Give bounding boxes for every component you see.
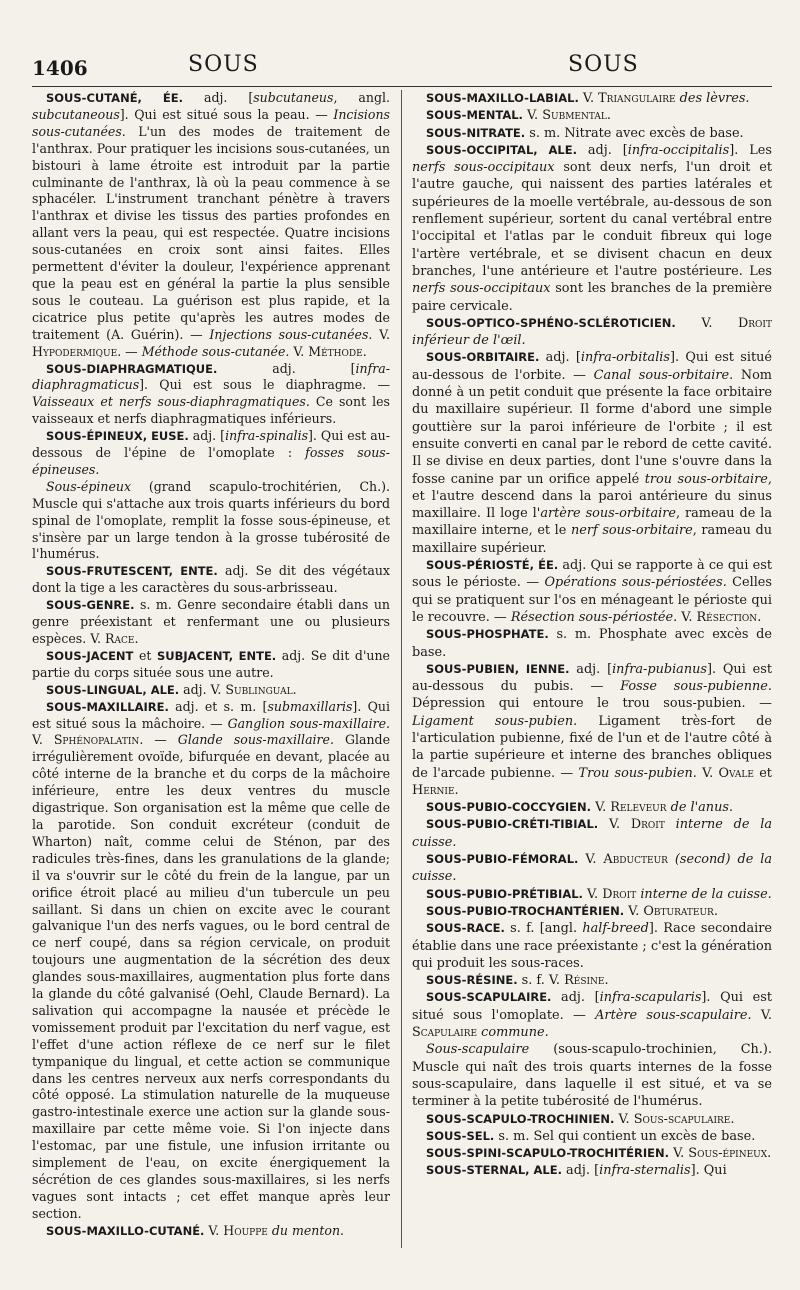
italic-text: Injections sous-cutanées.: [209, 326, 373, 342]
headword: SOUS-SEL.: [426, 1128, 495, 1143]
headword: SOUS-OPTICO-SPHÉNO-SCLÉROTICIEN.: [426, 315, 676, 330]
entry-text: , et l'autre descend dans la paroi antérieure du sinus maxillaire. Il loge l': [412, 471, 772, 522]
entry-text: .: [606, 108, 611, 124]
headword: SOUS-PÉRIOSTÉ, ÉE.: [426, 558, 559, 573]
dictionary-entry: [412, 972, 772, 989]
entry-text: , rameau de la maxillaire interne, et le: [412, 506, 772, 539]
cross-reference: Ovale: [718, 765, 754, 781]
cross-reference: Releveur: [610, 800, 667, 816]
entry-text: ]. Qui: [690, 1163, 727, 1179]
headword: SOUS-PUBIO-FÉMORAL.: [426, 852, 579, 867]
entry-text: Ligament très-fort de l'articulation pubienne, fixé de l'un et de l'autre côté à la partie supérieure et interne des branches obliques de l'arcade pubienne. —: [412, 713, 772, 781]
dictionary-entry: [412, 799, 772, 816]
entry-text: V.: [696, 765, 719, 781]
entry-text: V.: [32, 732, 54, 748]
headword: SOUS-JACENT: [46, 648, 134, 663]
headword: SOUS-NITRATE.: [426, 125, 526, 140]
dictionary-entry: [412, 626, 772, 661]
entry-text: .: [604, 973, 609, 989]
entry-text: adj. [: [576, 142, 628, 158]
dictionary-entry: [412, 1145, 772, 1162]
italic-text: Canal sous-orbitaire.: [593, 367, 734, 383]
cross-reference: Sublingual: [225, 681, 293, 697]
entry-text: V.: [289, 343, 309, 359]
entry-text: s. m. Nitrate avec excès de base.: [525, 125, 744, 141]
italic-text: interne de la cuisse.: [640, 886, 772, 902]
dictionary-entry: [412, 920, 772, 972]
entry-text: sont les branches de la première paire cervicale.: [412, 281, 772, 314]
italic-text: subcutaneus: [253, 90, 334, 105]
italic-text: Sous-scapulaire: [426, 1042, 530, 1058]
italic-text: half-breed: [582, 921, 649, 937]
cross-reference: Abducteur: [603, 852, 668, 868]
entry-text: (sous-scapulo-trochinien, Ch.). Muscle qui naît des trois quarts internes de la fosse sous-scapulaire, dans laquelle il est situé, et va se terminer à la petite tubérosité de l'humérus.: [412, 1042, 772, 1110]
entry-text: V.: [204, 1222, 224, 1238]
right-column: [412, 90, 772, 1248]
entry-text: adj. [: [217, 360, 356, 376]
entry-text: Ce sont les vaisseaux et nerfs diaphragmatiques inférieurs.: [32, 394, 390, 427]
headword: SOUS-SCAPULAIRE.: [426, 990, 552, 1005]
italic-text: subcutaneous: [32, 106, 120, 122]
italic-text: nerfs sous-occipitaux: [412, 281, 551, 297]
entry-text: Nom donné à un petit conduit que présente la face orbitaire du maxillaire supérieur. Il forme d'abord une simple gouttière sur la paroi inférieure de l'orbite ; il est ensuite converti en canal par le rebord de cette cavité. Il se divise en deux parties, dont l'une s'ouvre dans la fosse canine par un orifice appelé: [412, 367, 772, 487]
entry-text: .: [730, 1111, 735, 1127]
cross-reference: Hernie: [412, 782, 455, 798]
italic-text: infra-scapularis: [599, 990, 702, 1006]
headword: SOUS-MENTAL.: [426, 108, 523, 123]
cross-reference: Hypodermique: [32, 343, 118, 359]
entry-text: L'un des modes de traitement de l'anthrax. Pour pratiquer les incisions sous-cutanées, un bistouri à lame étroite est introduit par la partie culminante de l'anthrax, là où la peau commence à se sphacéler. L'instrument tranchant pénètre à travers l'anthrax et divise les tissus des parties profondes en allant vers la peau, qui est respectée. Quatre incisions sous-cutanées en croix sont ainsi faites. Elles permettent d'éviter la douleur, l'expérience apprenant que la peau est en général la partie la plus sensible sous le couteau. La guérison est plus rapide, et la cicatrice plus petite qu'après les autres modes de traitement (A. Guérin). —: [32, 123, 390, 342]
italic-text: interne de la cuisse.: [412, 817, 772, 850]
headword: SOUS-MAXILLAIRE.: [46, 699, 169, 714]
cross-reference: Sous-scapulaire: [633, 1111, 731, 1127]
header-rule: [32, 86, 772, 87]
headword: SOUS-RÉSINE.: [426, 973, 518, 988]
column-separator: [401, 90, 402, 1248]
dictionary-entry: [412, 816, 772, 851]
dictionary-entry: [32, 682, 390, 699]
headword: SOUS-FRUTESCENT, ENTE.: [46, 564, 218, 579]
headword: SOUS-PUBIO-TROCHANTÉRIEN.: [426, 903, 625, 918]
headword: SOUS-ÉPINEUX, EUSE.: [46, 429, 189, 444]
dictionary-entry: [32, 428, 390, 479]
entry-text: .: [713, 903, 718, 919]
cross-reference: Méthode: [308, 343, 363, 359]
entry-text: Glande irrégulièrement ovoïde, bifurquée en devant, placée au côté interne de la branche et du corps de la mâchoire inférieure, entre les deux ventres du muscle digastrique. Son organisation est la même que celle de la parotide. Son conduit excréteur (conduit de Wharton) naît, comme celui de Sténon, par des radicules très-fines, dans les granulations de la glande; il va s'ouvrir sur le côté du frein de la langue, par un orifice étroit placé au milieu d'un tubercule un peu saillant. Si dans un chien on excite avec le courant galvanique l'un des nerfs vagues, ou le bord central de ce nerf coupé, dans sa région cervicale, on produit toujours une augmentation de la sécrétion des deux glandes sous-maxillaires, augmentation plus forte dans la glande du côté galvanisé (Oehl, Claude Bernard). La salivation qui accompagne la nausée et précède le vomissement produit par l'excitation du nerf vague, est l'effet d'une action réflexe de ce nerf sur le filet tympanique du lingual, et cette action se communique dans les centres nerveux aux nerfs correspondants du côté opposé. La stimulation naturelle de la muqueuse gastro-intestinale exerce une action sur la glande sous-maxillaire par cette même voie. Si l'on injecte dans l'estomac, par une fistule, une infusion irritante ou simplement de l'eau, on excite énergiquement la sécrétion de ces glandes sous-maxillaires, si les nerfs vagues sont intacts ; cet effet manque après leur section.: [32, 732, 390, 1221]
dictionary-entry: [412, 107, 772, 124]
entry-text: . —: [117, 343, 142, 359]
cross-reference: Sphénopalatin: [53, 732, 140, 748]
dictionary-entry: [412, 125, 772, 142]
italic-text: infra-pubianus: [612, 661, 707, 677]
entry-text: ]. Qui est situé sous la mâchoire. —: [32, 698, 390, 731]
dictionary-entry: [412, 1111, 772, 1128]
italic-text: des lèvres.: [679, 91, 750, 106]
headword: SOUS-CUTANÉ, ÉE.: [46, 91, 183, 105]
entry-text: s. m. Genre secondaire établi dans un genre préexistant et renfermant une ou plusieurs espèces. V.: [32, 597, 390, 646]
headword: SOUS-SPINI-SCAPULO-TROCHITÉRIEN.: [426, 1146, 669, 1161]
dictionary-entry: [412, 557, 772, 626]
entry-text: V.: [522, 108, 543, 124]
dictionary-entry: [412, 1128, 772, 1145]
entry-text: adj. V.: [179, 681, 226, 697]
italic-text: de l'anus.: [670, 800, 734, 816]
headword: SOUS-SCAPULO-TROCHINIEN.: [426, 1111, 615, 1126]
dictionary-entry: [32, 90, 390, 361]
entry-text: V.: [677, 609, 697, 625]
italic-text: infra-spinalis: [225, 428, 309, 444]
entry-text: V.: [578, 852, 604, 868]
italic-text: Sous-épineux: [46, 478, 132, 494]
dictionary-entry: [412, 903, 772, 920]
headword: SOUS-ORBITAIRE.: [426, 350, 540, 365]
entry-text: s. m. Sel qui contient un excès de base.: [494, 1128, 756, 1144]
italic-text: du menton.: [271, 1222, 345, 1238]
entry-text: adj. [: [561, 1163, 600, 1179]
entry-text: ]. Qui est au-dessous de l'épine de l'omoplate :: [32, 428, 390, 461]
entry-text: adj. [: [188, 428, 226, 444]
entry-text: ]. Qui est au-dessous du pubis. —: [412, 661, 772, 695]
entry-text: Dépression qui entoure le trou sous-pubien. —: [412, 696, 772, 712]
entry-text: ]. Qui est situé au-dessous de l'orbite. —: [412, 350, 772, 383]
headword: SOUS-STERNAL, ALE.: [426, 1163, 562, 1178]
headword: SOUS-PUBIEN, IENNE.: [426, 661, 570, 676]
entry-text: V.: [578, 91, 599, 106]
entry-text: . —: [139, 732, 178, 748]
entry-text: adj. [: [183, 90, 254, 105]
running-head-right: SOUS: [568, 52, 639, 77]
headword: SOUS-PHOSPHATE.: [426, 627, 549, 642]
cross-reference: Houppe: [223, 1222, 268, 1238]
entry-text: adj. Se dit des végétaux dont la tige a les caractères du sous-arbrisseau.: [32, 563, 390, 596]
cross-reference: Race: [105, 631, 135, 646]
dictionary-entry: [32, 648, 390, 682]
dictionary-entry: [412, 989, 772, 1041]
italic-text: Artère sous-scapulaire.: [595, 1007, 752, 1023]
headword: SUBJACENT, ENTE.: [157, 648, 277, 663]
cross-reference: Résine: [564, 973, 605, 989]
italic-text: (second) de la cuisse.: [412, 852, 772, 885]
italic-text: commune.: [481, 1025, 549, 1041]
entry-text: , rameau du maxillaire supérieur.: [412, 523, 772, 556]
entry-text: et: [133, 647, 157, 663]
headword: SOUS-PUBIO-CRÉTI-TIBIAL.: [426, 817, 599, 832]
italic-text: Fosse sous-pubienne.: [620, 679, 772, 695]
italic-text: fosses sous-épineuses.: [32, 445, 390, 477]
entry-text: Celles qui se pratiquent sur l'os en ménageant le périoste qui le recouvre. —: [412, 575, 772, 625]
italic-text: inférieur de l'œil.: [412, 333, 526, 349]
entry-text: (grand scapulo-trochitérien, Ch.). Muscle qui s'attache aux trois quarts inférieurs du bord spinal de l'omoplate, remplit la fosse sous-épineuse, et s'insère par un large tendon à la grosse tubérosité de l'humérus.: [32, 478, 390, 562]
entry-text: [665, 817, 676, 832]
cross-reference: Submental: [542, 108, 607, 124]
entry-text: adj. [: [539, 350, 581, 366]
italic-text: Ligament sous-pubien.: [412, 713, 578, 729]
entry-text: [668, 852, 675, 867]
cross-reference: Obturateur: [643, 903, 714, 919]
page-number: 1406: [32, 56, 88, 80]
italic-text: Vaisseaux et nerfs sous-diaphragmatiques.: [32, 394, 310, 410]
cross-reference: Droit: [602, 886, 637, 902]
running-head-left: SOUS: [188, 52, 259, 77]
dictionary-entry: [32, 479, 390, 564]
italic-text: nerf sous-orbitaire: [570, 523, 693, 539]
cross-reference: Résection: [696, 609, 758, 625]
cross-reference: Sous-épineux: [688, 1146, 768, 1162]
dictionary-entry: [412, 851, 772, 886]
entry-text: .: [134, 631, 139, 646]
italic-text: Opérations sous-périostées.: [544, 575, 727, 591]
entry-text: V.: [675, 315, 738, 331]
entry-text: .: [757, 609, 762, 625]
entry-text: V.: [669, 1146, 689, 1162]
entry-text: V.: [598, 817, 631, 833]
dictionary-entry: [412, 1162, 772, 1179]
cross-reference: Droit: [737, 315, 772, 331]
entry-text: s. f. V.: [517, 973, 565, 989]
entry-text: .: [454, 782, 459, 798]
entry-text: sont deux nerfs, l'un droit et l'autre gauche, qui naissent des parties latérales et supérieures de la moelle vertébrale, au-dessous de son renflement supérieur, sortent du canal vertébral entre l'occipital et l'atlas par le conduit fibreux qui loge l'artère vertébrale, et se divisent chacun en deux branches, l'une antérieure et l'autre postérieure. Les: [412, 160, 772, 279]
italic-text: infra-occipitalis: [627, 142, 730, 158]
cross-reference: Triangulaire: [598, 91, 676, 106]
entry-text: .: [362, 343, 367, 359]
headword: SOUS-RACE.: [426, 921, 505, 936]
italic-text: Méthode sous-cutanée.: [141, 343, 290, 359]
entry-text: adj. Se dit d'une partie du corps située sous une autre.: [32, 647, 390, 680]
dictionary-entry: [412, 315, 772, 350]
italic-text: Trou sous-pubien.: [578, 765, 697, 781]
italic-text: infra-orbitalis: [580, 350, 671, 366]
headword: SOUS-GENRE.: [46, 598, 135, 613]
entry-text: ]. Race secondaire établie dans une race préexistante ; c'est la génération qui produit les sous-races.: [412, 921, 772, 971]
entry-text: , angl.: [333, 90, 390, 105]
italic-text: Incisions sous-cutanées.: [32, 106, 390, 139]
dictionary-entry: [412, 90, 772, 107]
headword: SOUS-PUBIO-PRÉTIBIAL.: [426, 886, 583, 901]
entry-text: adj. et s. m. [: [168, 698, 268, 714]
headword: SOUS-MAXILLO-CUTANÉ.: [46, 1223, 205, 1238]
dictionary-entry: [412, 886, 772, 903]
entry-text: V.: [582, 886, 603, 902]
dictionary-entry: [412, 142, 772, 315]
entry-text: ]. Qui est situé sous l'omoplate. —: [412, 990, 772, 1023]
entry-text: ]. Les: [729, 142, 772, 158]
italic-text: Glande sous-maxillaire.: [177, 732, 334, 748]
entry-text: adj. [: [551, 990, 600, 1006]
headword: SOUS-PUBIO-COCCYGIEN.: [426, 800, 592, 815]
entry-text: .: [292, 681, 297, 697]
cross-reference: Scapulaire: [412, 1025, 478, 1041]
headword: SOUS-LINGUAL, ALE.: [46, 682, 180, 697]
italic-text: artère sous-orbitaire: [540, 506, 676, 522]
entry-text: V.: [591, 800, 611, 816]
italic-text: infra-sternalis: [599, 1163, 691, 1179]
headword: SOUS-OCCIPITAL, ALE.: [426, 142, 577, 157]
dictionary-entry: [412, 661, 772, 799]
dictionary-entry: [32, 563, 390, 597]
entry-text: ]. Qui est sous le diaphragme. —: [139, 377, 390, 393]
headword: SOUS-MAXILLO-LABIAL.: [426, 91, 579, 105]
entry-text: adj. Qui se rapporte à ce qui est sous le périoste. —: [412, 558, 772, 591]
italic-text: submaxillaris: [267, 698, 353, 714]
left-column: [32, 90, 390, 1248]
italic-text: nerfs sous-occipitaux: [412, 160, 555, 176]
entry-text: V.: [624, 903, 644, 919]
entry-text: V.: [372, 326, 390, 342]
dictionary-entry: [32, 1223, 390, 1240]
dictionary-entry: [32, 699, 390, 1223]
entry-text: V.: [614, 1111, 634, 1127]
dictionary-entry: [412, 1041, 772, 1110]
entry-text: et: [753, 765, 772, 781]
italic-text: trou sous-orbitaire: [644, 471, 768, 487]
italic-text: Ganglion sous-maxillaire.: [227, 715, 390, 731]
italic-text: infra-diaphragmaticus: [32, 360, 390, 393]
dictionary-entry: [32, 597, 390, 648]
entry-text: .: [767, 1146, 772, 1162]
entry-text: s. m. Phosphate avec excès de base.: [412, 627, 772, 660]
cross-reference: Droit: [630, 817, 665, 833]
dictionary-entry: [32, 361, 390, 429]
headword: SOUS-DIAPHRAGMATIQUE.: [46, 361, 218, 376]
entry-text: s. f. [angl.: [504, 921, 583, 937]
italic-text: Résection sous-périostée.: [510, 609, 678, 625]
entry-text: ]. Qui est situé sous la peau. —: [119, 106, 334, 122]
dictionary-entry: [412, 349, 772, 557]
entry-text: adj. [: [569, 661, 613, 677]
entry-text: V.: [751, 1007, 772, 1023]
